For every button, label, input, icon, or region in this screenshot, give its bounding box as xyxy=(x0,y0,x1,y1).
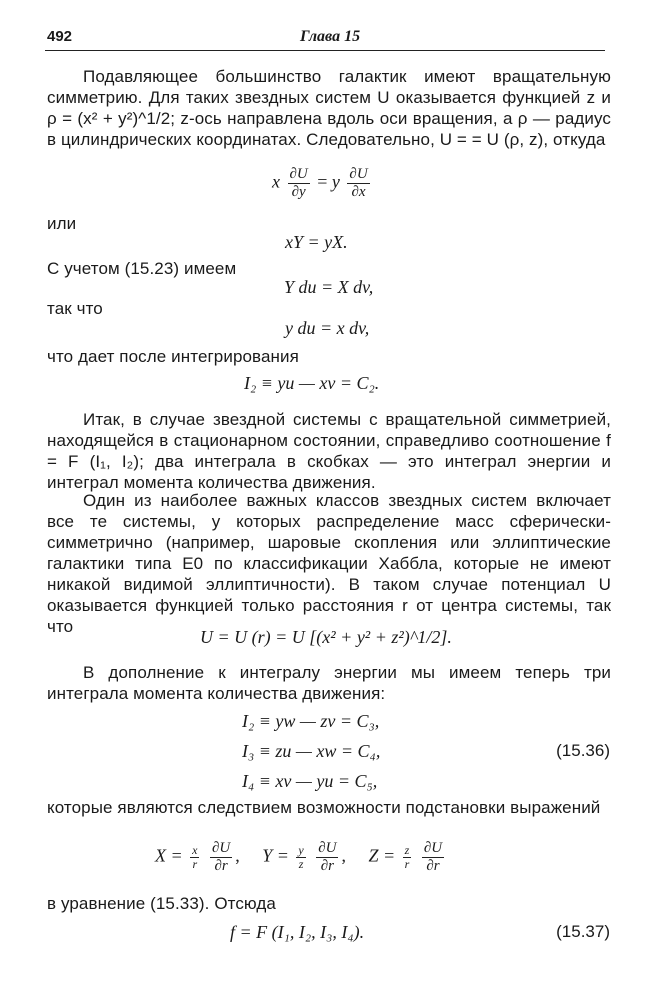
paragraph-stationary-state: Итак, в случае звездной системы с вращательной симметрией, находящейся в стационарном состоянии, справедливо соотношение f = F (I₁, I₂); два интеграла в скобках — это интеграл энергии и интеграл момента количества движения. xyxy=(47,410,611,492)
eq1-y: y xyxy=(331,171,340,192)
equation-Ydu-Xdv: Y du = X dv, xyxy=(284,277,374,297)
equation-U-of-r: U = U (r) = U [(x² + y² + z²)^1/2]. xyxy=(200,627,452,647)
fraction-dU-dr-1 xyxy=(210,840,232,875)
eq8-z-num: z xyxy=(404,843,410,857)
equation-I4-C5: I₄ ≡ xv — yu = C₅, xyxy=(242,771,378,791)
header-rule xyxy=(45,50,605,51)
eq1-dx: ∂x xyxy=(351,184,366,200)
fraction-dU-dr-3 xyxy=(422,840,444,875)
equation-I2-C3: I₂ ≡ yw — zv = C₃, xyxy=(242,711,380,731)
equation-number-15-36: (15.36) xyxy=(556,741,610,760)
paragraph-rotational-symmetry: Подавляющее большинство галактик имеют вращательную симметрию. Для таких звездных систем U оказывается функцией z и ρ = (x² + y²)^1/2; z-ось направлена вдоль оси вращения, а ρ — радиус в цилиндрических координатах. Следовательно, U = = U (ρ, z), откуда xyxy=(47,67,611,149)
fraction-dU-dr-2 xyxy=(316,840,338,875)
eq1-x: x xyxy=(272,171,280,192)
eq1-dU1: ∂U xyxy=(289,166,308,182)
text-s-uchetom: С учетом (15.23) имеем xyxy=(47,259,237,278)
eq8-z-den: z xyxy=(298,857,304,871)
eq8-y-num: y xyxy=(298,843,304,857)
text-tak-chto: так что xyxy=(47,299,103,318)
equation-partial-derivatives xyxy=(272,166,373,201)
text-ili: или xyxy=(47,214,77,233)
eq8-Z: Z = xyxy=(368,845,396,866)
equation-number-15-37: (15.37) xyxy=(556,922,610,941)
eq8-dU1: ∂U xyxy=(211,840,231,856)
eq8-comma2: , xyxy=(341,845,346,866)
eq1-dy: ∂y xyxy=(291,184,306,200)
chapter-title: Глава 15 xyxy=(300,28,361,45)
eq1-dU2: ∂U xyxy=(349,166,368,182)
equation-xY-yX: xY = yX. xyxy=(285,232,348,252)
eq8-r3-den: r xyxy=(404,857,410,871)
equation-I2-C2: I₂ ≡ yu — xv = C₂. xyxy=(244,373,380,393)
fraction-y-z xyxy=(296,844,305,871)
text-integration: что дает после интегрирования xyxy=(47,347,299,366)
equation-force-components xyxy=(155,840,447,875)
eq8-dU3: ∂U xyxy=(423,840,443,856)
eq8-Y: Y = xyxy=(262,845,289,866)
fraction-dU-dy xyxy=(288,166,310,201)
equation-ydu-xdv: y du = x dv, xyxy=(285,318,370,338)
eq1-equals: = xyxy=(317,171,328,192)
equation-I3-C4: I₃ ≡ zu — xw = C₄, xyxy=(242,741,381,761)
paragraph-three-integrals: В дополнение к интегралу энергии мы имеем теперь три интеграла момента количества движения: xyxy=(47,663,611,703)
eq8-X: X = xyxy=(155,845,183,866)
paragraph-spherical-symmetry: Один из наиболее важных классов звездных систем включает все те системы, у которых распределение масс сферически-симметрично (например, шаровые скопления или эллиптические галактики типа E0 по классификации Хаббла, которые не имеют никакой видимой эллиптичности). В таком случае потенциал U оказывается функцией только расстояния r от центра системы, так что xyxy=(47,491,611,636)
eq8-dU2: ∂U xyxy=(318,840,337,856)
eq8-comma1: , xyxy=(235,845,240,866)
equation-f-F-I1-I4: f = F (I₁, I₂, I₃, I₄). xyxy=(230,922,365,942)
fraction-z-r xyxy=(403,844,412,871)
eq8-x-num: x xyxy=(192,843,198,857)
fraction-dU-dx xyxy=(347,166,369,201)
eq8-r-den: r xyxy=(192,857,198,871)
eq8-dr1: ∂r xyxy=(214,858,228,874)
eq8-dr2: ∂r xyxy=(320,858,334,874)
page-number: 492 xyxy=(47,28,73,45)
eq8-dr3: ∂r xyxy=(426,858,440,874)
paragraph-substitution: которые являются следствием возможности подстановки выражений xyxy=(47,798,601,817)
text-into-equation: в уравнение (15.33). Отсюда xyxy=(47,894,276,913)
fraction-x-r xyxy=(190,844,199,871)
